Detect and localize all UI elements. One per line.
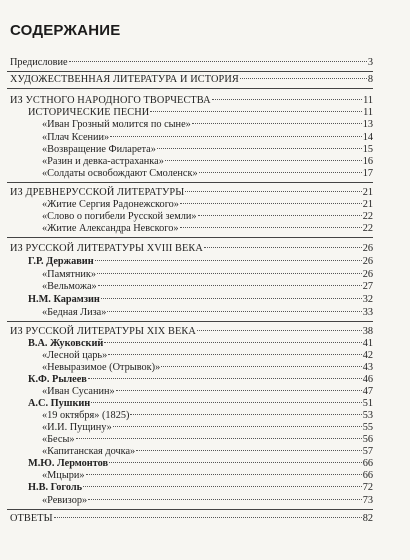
toc-entry: [10, 242, 373, 255]
toc-entry-page: 16: [362, 156, 373, 167]
toc-entry-page: 47: [362, 386, 373, 397]
dot-leader: [116, 390, 362, 391]
toc-entry-title: ИЗ РУССКОЙ ЛИТЕРАТУРЫ XVIII ВЕКА: [10, 243, 203, 254]
dot-leader: [161, 366, 361, 367]
toc-entry-page: 42: [362, 350, 373, 361]
toc-entry-title: «Капитанская дочка»: [42, 446, 136, 457]
dot-leader: [113, 426, 362, 427]
dot-leader: [88, 499, 362, 500]
toc-entry-page: 38: [362, 326, 373, 337]
toc-entry: [10, 56, 373, 69]
dot-leader: [130, 414, 361, 415]
dot-leader: [101, 298, 362, 299]
toc-entry-title: Н.В. Гоголь: [28, 482, 83, 493]
section-divider: [7, 71, 373, 72]
toc-entry-page: 66: [362, 470, 373, 481]
toc-entry: [28, 255, 373, 268]
toc-entry-page: 41: [362, 338, 373, 349]
toc-entry-title: «Слово о погибели Русской земли»: [42, 211, 197, 222]
toc-entry-title: ИЗ ДРЕВНЕРУССКОЙ ЛИТЕРАТУРЫ: [10, 187, 185, 198]
toc-entry-title: ИЗ РУССКОЙ ЛИТЕРАТУРЫ XIX ВЕКА: [10, 326, 196, 337]
toc-entry-page: 26: [362, 243, 373, 254]
toc-entry-page: 82: [362, 513, 373, 524]
dot-leader: [98, 285, 362, 286]
toc-entry-page: 66: [362, 458, 373, 469]
toc-entry-page: 13: [362, 119, 373, 130]
toc-entry-page: 27: [362, 281, 373, 292]
dot-leader: [109, 462, 362, 463]
dot-leader: [165, 160, 362, 161]
toc-entry-title: «Лесной царь»: [42, 350, 108, 361]
toc-entry-title: К.Ф. Рылеев: [28, 374, 87, 385]
toc-entry-title: «Иван Грозный молится по сыне»: [42, 119, 191, 130]
dot-leader: [199, 172, 362, 173]
dot-leader: [107, 311, 361, 312]
section-divider: [7, 237, 373, 238]
toc-entry-title: «Возвращение Филарета»: [42, 144, 156, 155]
toc-entry-page: 8: [367, 74, 373, 85]
toc-entry-title: ИСТОРИЧЕСКИЕ ПЕСНИ: [28, 107, 150, 118]
page-title: СОДЕРЖАНИЕ: [10, 22, 121, 39]
dot-leader: [88, 378, 362, 379]
dot-leader: [157, 148, 362, 149]
toc-entry-page: 22: [362, 211, 373, 222]
dot-leader: [180, 227, 362, 228]
dot-leader: [180, 203, 362, 204]
toc-entry-title: Предисловие: [10, 57, 68, 68]
dot-leader: [240, 78, 367, 79]
toc-entry-page: 21: [362, 199, 373, 210]
toc-entry-page: 17: [362, 168, 373, 179]
section-divider: [7, 88, 373, 89]
toc-entry: [42, 494, 373, 507]
toc-entry-title: В.А. Жуковский: [28, 338, 104, 349]
toc-entry-page: 32: [362, 294, 373, 305]
toc-entry-title: «Мцыри»: [42, 470, 85, 481]
dot-leader: [97, 273, 362, 274]
section-divider: [7, 321, 373, 322]
toc-entry-page: 14: [362, 132, 373, 143]
toc-entry: [28, 481, 373, 494]
toc-entry-page: 72: [362, 482, 373, 493]
toc-entry-page: 3: [367, 57, 373, 68]
toc-entry-title: «Бедная Лиза»: [42, 307, 107, 318]
dot-leader: [83, 486, 362, 487]
section-divider: [7, 182, 373, 183]
toc-entry-page: 21: [362, 187, 373, 198]
toc-entry-title: «Разин и девка-астраханка»: [42, 156, 164, 167]
toc-entry: [42, 222, 373, 235]
dot-leader: [108, 354, 361, 355]
toc-entry-page: 55: [362, 422, 373, 433]
dot-leader: [54, 517, 362, 518]
toc-entry-title: «И.И. Пущину»: [42, 422, 112, 433]
toc-entry-title: «Житие Александра Невского»: [42, 223, 179, 234]
toc-entry-page: 11: [363, 95, 373, 106]
toc-entry-title: А.С. Пушкин: [28, 398, 91, 409]
toc-entry: [42, 306, 373, 319]
dot-leader: [95, 260, 362, 261]
toc-entry-page: 15: [362, 144, 373, 155]
dot-leader: [197, 330, 362, 331]
toc-entry: [10, 512, 373, 525]
dot-leader: [150, 111, 362, 112]
toc-entry-page: 33: [362, 307, 373, 318]
toc-entry-page: 11: [363, 107, 373, 118]
toc-entry-title: «19 октября» (1825): [42, 410, 130, 421]
toc-entry-page: 51: [362, 398, 373, 409]
toc-entry-title: «Житие Сергия Радонежского»: [42, 199, 179, 210]
dot-leader: [192, 123, 362, 124]
toc-entry-page: 73: [362, 495, 373, 506]
dot-leader: [86, 474, 362, 475]
dot-leader: [204, 247, 362, 248]
toc-entry-title: ХУДОЖЕСТВЕННАЯ ЛИТЕРАТУРА И ИСТОРИЯ: [10, 74, 239, 85]
section-divider: [7, 509, 373, 510]
dot-leader: [198, 215, 362, 216]
toc-entry-title: «Иван Сусанин»: [42, 386, 115, 397]
toc-entry: [42, 280, 373, 293]
toc-entry: [10, 73, 373, 86]
toc-entry-title: «Солдаты освобождают Смоленск»: [42, 168, 198, 179]
toc-entry: [42, 167, 373, 180]
toc-entry-title: «Памятник»: [42, 269, 97, 280]
toc-entry-page: 22: [362, 223, 373, 234]
dot-leader: [185, 191, 361, 192]
toc-entry-title: «Вельможа»: [42, 281, 97, 292]
toc-entry-title: М.Ю. Лермонтов: [28, 458, 109, 469]
toc-entry: [28, 293, 373, 306]
dot-leader: [69, 61, 367, 62]
toc-entry-title: Г.Р. Державин: [28, 256, 94, 267]
toc-entry-title: «Ревизор»: [42, 495, 88, 506]
toc-entry-page: 53: [362, 410, 373, 421]
toc-entry-page: 26: [362, 256, 373, 267]
toc-entry-title: ОТВЕТЫ: [10, 513, 53, 524]
toc-entry-page: 46: [362, 374, 373, 385]
toc-entry-page: 26: [362, 269, 373, 280]
toc-entry-page: 43: [362, 362, 373, 373]
toc-entry-title: «Плач Ксении»: [42, 132, 110, 143]
dot-leader: [104, 342, 361, 343]
toc-entry-title: Н.М. Карамзин: [28, 294, 100, 305]
toc-entry-title: «Бесы»: [42, 434, 75, 445]
toc-entry-title: ИЗ УСТНОГО НАРОДНОГО ТВОРЧЕСТВА: [10, 95, 211, 106]
toc-entry-page: 57: [362, 446, 373, 457]
dot-leader: [136, 450, 361, 451]
dot-leader: [110, 136, 362, 137]
dot-leader: [76, 438, 362, 439]
dot-leader: [212, 99, 362, 100]
toc-entry-page: 56: [362, 434, 373, 445]
dot-leader: [91, 402, 361, 403]
toc-entry: [42, 118, 373, 131]
toc-entry-title: «Невыразимое (Отрывок)»: [42, 362, 161, 373]
